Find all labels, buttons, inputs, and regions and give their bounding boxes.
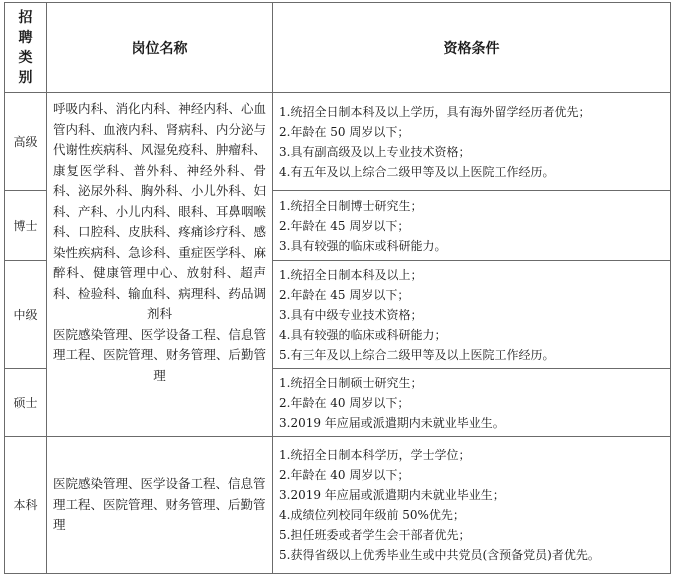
header-category-text: 招聘类别 (18, 9, 33, 86)
requirement-line: 5.担任班委或者学生会干部者优先； (279, 528, 471, 542)
requirement-line: 2.年龄在 45 周岁以下； (279, 287, 410, 302)
requirement-line: 3.2019 年应届或派遣期内未就业毕业生； (279, 488, 505, 502)
requirement-line: 1.统招全日制硕士研究生； (279, 375, 423, 390)
requirement-line: 4.有五年及以上综合二级甲等及以上医院工作经历。 (279, 164, 555, 179)
requirement-line: 1.统招全日制博士研究生； (279, 198, 423, 213)
category-cell: 硕士 (5, 369, 47, 437)
requirement-line: 3.2019 年应届或派遣期内未就业毕业生。 (279, 415, 505, 430)
category-cell: 本科 (5, 437, 47, 574)
requirement-line: 3.具有中级专业技术资格； (279, 307, 423, 322)
requirement-line: 2.年龄在 40 周岁以下； (279, 395, 410, 410)
requirement-line: 3.具有副高级及以上专业技术资格； (279, 144, 471, 159)
requirement-line: 4.成绩位列校同年级前 50%优先； (279, 508, 465, 522)
requirements-cell (273, 261, 671, 369)
requirement-line: 4.具有较强的临床或科研能力； (279, 327, 447, 342)
table-row (5, 437, 671, 574)
requirement-line: 2.年龄在 45 周岁以下； (279, 218, 410, 233)
requirements-cell (273, 191, 671, 261)
requirements-cell (273, 93, 671, 191)
requirements-cell (273, 369, 671, 437)
header-row (5, 3, 671, 93)
category-cell: 博士 (5, 191, 47, 261)
category-cell: 高级 (5, 93, 47, 191)
requirement-line: 2.年龄在 40 周岁以下； (279, 468, 410, 482)
recruitment-table (4, 2, 671, 574)
requirement-line: 2.年龄在 50 周岁以下； (279, 124, 410, 139)
header-requirements: 资格条件 (273, 3, 671, 93)
requirement-line: 5.有三年及以上综合二级甲等及以上医院工作经历。 (279, 347, 555, 362)
requirement-line: 3.具有较强的临床或科研能力。 (279, 238, 447, 253)
category-cell: 中级 (5, 261, 47, 369)
requirements-cell (273, 437, 671, 574)
requirement-line: 1.统招全日制本科及以上； (279, 267, 423, 282)
requirement-line: 1.统招全日制本科学历，学士学位； (279, 448, 471, 462)
table-row (5, 93, 671, 191)
requirement-line: 5.获得省级以上优秀毕业生或中共党员(含预备党员)者优先。 (279, 548, 600, 562)
recruitment-table-container (4, 2, 670, 573)
position-cell: 医院感染管理、医学设备工程、信息管理工程、医院管理、财务管理、后勤管理 (47, 437, 273, 574)
header-position: 岗位名称 (47, 3, 273, 93)
header-category (5, 3, 47, 93)
admin-positions: 医院感染管理、医学设备工程、信息管理工程、医院管理、财务管理、后勤管理 (53, 326, 266, 383)
clinical-positions: 呼吸内科、消化内科、神经内科、心血管内科、血液内科、肾病科、内分泌与代谢性疾病科、风湿免疫科、肿瘤科、康复医学科、普外科、神经外科、骨科、泌尿外科、胸外科、小儿外科、妇科、产科、小儿内科、眼科、耳鼻咽喉科、口腔科、皮肤科、疼痛诊疗科、感染性疾病科、急诊科、重症医学科、麻醉科、健康管理中心、放射科、超声科、检验科、输血科、病理科、药品调剂科 (53, 101, 266, 321)
requirement-line: 1.统招全日制本科及以上学历，具有海外留学经历者优先； (279, 104, 591, 119)
position-cell (47, 93, 273, 437)
